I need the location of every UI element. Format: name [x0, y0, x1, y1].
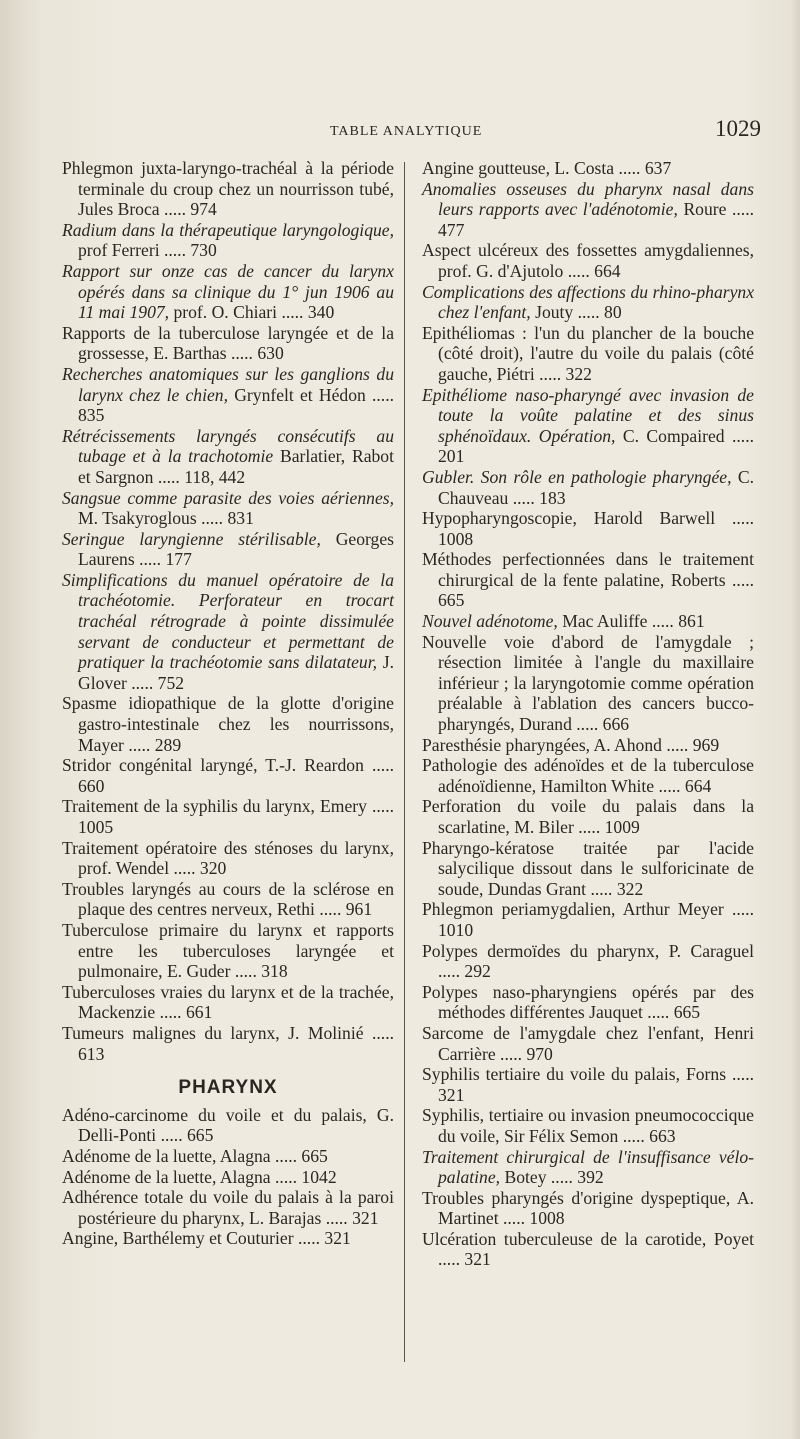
entry-title: Paresthésie pharyngées, [422, 734, 594, 755]
index-entry [422, 158, 754, 179]
entry-page-number: 661 [185, 1002, 213, 1023]
index-entry [422, 282, 754, 323]
entry-page-number: 321 [324, 1228, 351, 1249]
leader-dots: ..... [153, 466, 185, 487]
entry-page-number: 969 [692, 734, 720, 755]
page-number: 1029 [715, 116, 761, 141]
entry-title: Troubles laryngés au cours de la sclérose en plaque des centres nerveux, [62, 878, 394, 920]
index-entry [62, 1023, 394, 1064]
entry-page-number: 320 [199, 858, 227, 879]
index-entry [422, 385, 754, 467]
entry-page-number: 637 [644, 158, 672, 178]
index-entry [62, 570, 394, 694]
entry-page-number: 1008 [438, 528, 474, 549]
index-entry [422, 941, 754, 982]
leader-dots: ..... [726, 199, 754, 220]
index-entry [62, 693, 394, 755]
entry-page-number: 1008 [529, 1208, 565, 1229]
entry-author: Barlatier, Rabot et Sargnon [78, 446, 394, 487]
entry-page-number: 666 [602, 714, 630, 735]
leader-dots: ..... [508, 487, 540, 508]
entry-page-number: 1009 [604, 817, 640, 837]
entry-title: Phlegmon juxta-laryngo-trachéal à la période terminale du croup chez un nourrisson tubé, [62, 158, 394, 199]
index-entry [422, 1147, 754, 1188]
index-entry [422, 179, 754, 241]
index-entry [422, 899, 754, 940]
entry-title: Radium dans la thérapeutique laryngologique, [62, 219, 394, 240]
entry-page-number: 322 [565, 363, 592, 384]
running-title: TABLE ANALYTIQUE [330, 124, 483, 139]
entry-author: prof Ferreri [78, 240, 160, 261]
leader-dots: ..... [196, 508, 228, 529]
index-entry [62, 220, 394, 261]
leader-dots: ..... [661, 734, 693, 755]
entry-title: Tuberculoses vraies du larynx et de la trachée, [62, 981, 394, 1002]
entry-author: Alagna [219, 1145, 271, 1166]
entry-author: Harold Barwell [593, 508, 716, 529]
entry-title: Rétrécissements laryngés consécutifs au tubage et à la trachotomie [62, 425, 394, 467]
entry-page-number: 1042 [301, 1166, 337, 1187]
leader-dots: ..... [642, 1002, 674, 1023]
entry-author: C. Compaired [622, 425, 725, 446]
index-entry [422, 755, 754, 796]
entry-title: Méthodes perfectionnées dans le traitement chirurgical de la fente palatine, [422, 549, 754, 590]
entry-page-number: 835 [78, 405, 105, 426]
leader-dots: ..... [230, 961, 262, 982]
entry-title: Perforation du voile du palais dans la scarlatine, [422, 796, 754, 837]
entry-title: Syphilis tertiaire du voile du palais, [422, 1064, 686, 1085]
entry-author: M. Biler [514, 817, 574, 837]
leader-dots: ..... [614, 158, 645, 178]
leader-dots: ..... [723, 899, 754, 920]
entry-title: Anomalies osseuses du pharynx nasal dans leurs rapports avec l'adénotomie, [422, 178, 754, 220]
entry-title: Adénome de la luette, [62, 1166, 220, 1187]
leader-dots: ..... [270, 1166, 302, 1187]
right-column [422, 158, 754, 1270]
leader-dots: ..... [159, 199, 191, 220]
entry-page-number: 289 [154, 734, 182, 755]
leader-dots: ..... [654, 775, 685, 796]
entry-author: J. Molinié [288, 1022, 364, 1043]
index-entry [62, 323, 394, 364]
index-entry [422, 838, 754, 900]
entry-author: Mayer [78, 734, 124, 755]
leader-dots: ..... [293, 1228, 325, 1249]
index-entry [62, 879, 394, 920]
leader-dots: ..... [438, 1249, 465, 1270]
entry-author: L. Costa [554, 158, 615, 178]
entry-page-number: 318 [261, 961, 288, 982]
entry-title: Pathologie des adénoïdes et de la tuberculose adénoïdienne, [422, 755, 754, 796]
entry-page-number: 477 [438, 219, 465, 240]
entry-title: Syphilis, tertiaire ou invasion pneumococcique du voile, [422, 1105, 754, 1146]
entry-page-number: 118, 442 [184, 466, 246, 487]
entry-page-number: 665 [187, 1125, 214, 1146]
pharynx-entries-right [422, 158, 754, 1270]
entry-title: Sarcome de l'amygdale chez l'enfant, [422, 1022, 714, 1043]
entry-author: Piétri [496, 363, 535, 384]
entry-author: Jules Broca [78, 199, 160, 220]
entry-author: prof. O. Chiari [173, 302, 278, 323]
leader-dots: ..... [546, 1167, 578, 1188]
page-header [0, 112, 800, 152]
entry-author: G. Delli-Ponti [78, 1104, 394, 1146]
index-entry [62, 796, 394, 837]
index-entry [62, 838, 394, 879]
entry-author: prof. Wendel [78, 858, 170, 879]
entry-page-number: 292 [464, 961, 491, 982]
pharynx-entries-left [62, 1105, 394, 1249]
entry-author: C. Chauveau [438, 466, 754, 508]
entry-page-number: 663 [649, 1125, 676, 1146]
entry-page-number: 321 [438, 1084, 465, 1105]
entry-page-number: 177 [165, 549, 192, 570]
entry-title: Simplifications du manuel opératoire de la trachéotomie. Perforateur en trocart trachéal rétrograde à pointe dissimulée servant de conducteur et permettant de pratiquer la trachéotomie sans dilatateur, [62, 569, 394, 673]
entry-page-number: 321 [352, 1207, 379, 1228]
entry-page-number: 613 [78, 1043, 105, 1064]
entry-page-number: 665 [673, 1002, 701, 1023]
entry-title: Rapports de la tuberculose laryngée et de la grossesse, [62, 322, 394, 364]
leader-dots: ..... [277, 302, 308, 323]
leader-dots: ..... [498, 1208, 530, 1229]
leader-dots: ..... [573, 817, 605, 837]
entry-author: Dundas Grant [487, 878, 587, 899]
entry-page-number: 970 [526, 1043, 553, 1064]
entry-author: Forns [685, 1064, 727, 1085]
leader-dots: ..... [534, 363, 566, 384]
entry-title: Angine, [62, 1228, 123, 1249]
leader-dots: ..... [156, 1125, 187, 1146]
entry-page-number: 974 [190, 199, 217, 220]
index-entry [62, 1167, 394, 1188]
entry-title: Adéno-carcinome du voile et du palais, [62, 1104, 377, 1125]
index-entry [62, 755, 394, 796]
entry-page-number: 831 [227, 508, 254, 529]
index-entry [62, 1105, 394, 1146]
entry-title: Tumeurs malignes du larynx, [62, 1022, 289, 1043]
entry-title: Seringue laryngienne stérilisable, [62, 528, 336, 549]
leader-dots: ..... [438, 961, 465, 982]
index-entry [62, 920, 394, 982]
entry-title: Polypes naso-pharyngiens opérés par des méthodes différentes [422, 981, 754, 1023]
leader-dots: ..... [725, 569, 755, 590]
leader-dots: ..... [618, 1125, 650, 1146]
entry-author: Barthélemy et Couturier [122, 1228, 294, 1249]
index-entry [62, 1228, 394, 1249]
entry-author: A. Ahond [593, 734, 662, 755]
entry-page-number: 1005 [78, 817, 114, 837]
leader-dots: ..... [155, 1002, 186, 1023]
index-entry [422, 982, 754, 1023]
leader-dots: ..... [563, 260, 595, 281]
entry-page-number: 660 [78, 775, 105, 796]
entry-page-number: 664 [684, 775, 712, 796]
entry-title: Traitement opératoire des sténoses du larynx, [62, 837, 394, 858]
leader-dots: ..... [321, 1207, 353, 1228]
left-entries [62, 158, 394, 1064]
index-entry [62, 426, 394, 488]
leader-dots: ..... [586, 878, 617, 899]
entry-title: Gubler. Son rôle en pathologie pharyngée, [422, 466, 738, 487]
index-entry [62, 529, 394, 570]
index-entry [422, 735, 754, 756]
entry-title: Nouvelle voie d'abord de l'amygdale ; résection limitée à l'angle du maxillaire inférieur ; la laryngotomie comme opération préalable à l'ablation des cancers bucco-pharyngés, [422, 631, 754, 735]
index-entry [422, 1064, 754, 1105]
leader-dots: ..... [270, 1145, 302, 1166]
entry-author: M. Tsakyroglous [78, 508, 197, 529]
leader-dots: ..... [126, 672, 158, 693]
leader-dots: ..... [226, 343, 258, 364]
entry-title: Hypopharyngoscopie, [422, 508, 594, 529]
section-title: PHARYNX [178, 1077, 278, 1099]
entry-page-number: 665 [301, 1145, 328, 1166]
entry-title: Complications des affections du rhino-pharynx chez l'enfant, [422, 281, 754, 323]
entry-title: Pharyngo-kératose traitée par l'acide salycilique dissout dans le sulforicinate de soude, [422, 837, 754, 899]
leader-dots: ..... [571, 714, 603, 735]
entry-author: Poyet [713, 1228, 754, 1249]
index-entry [422, 796, 754, 837]
index-entry [422, 508, 754, 549]
index-entry [422, 611, 754, 632]
entry-title: Epithéliome naso-pharyngé avec invasion de toute la voûte palatine et des sinus sphénoïdaux. Opération, [422, 384, 754, 446]
index-entry [422, 323, 754, 385]
index-entry [62, 261, 394, 323]
entry-title: Tuberculose primaire du larynx et rapports entre les tuberculoses laryngée et pulmonaire, [62, 919, 394, 982]
entry-author: A. Martinet [438, 1187, 754, 1229]
entry-page-number: 730 [190, 240, 217, 261]
index-entry [422, 632, 754, 735]
entry-author: Emery [320, 796, 367, 817]
index-entry [62, 364, 394, 426]
entry-author: Jouty [535, 302, 574, 323]
entry-author: Sir Félix Semon [503, 1125, 619, 1146]
leader-dots: ..... [363, 1022, 394, 1043]
entry-author: prof. G. d'Ajutolo [438, 260, 564, 281]
entry-page-number: 201 [438, 446, 465, 467]
index-entry [422, 549, 754, 611]
leader-dots: ..... [134, 549, 166, 570]
entry-author: Jauquet [589, 1002, 643, 1023]
leader-dots: ..... [363, 755, 394, 776]
entry-page-number: 321 [464, 1249, 491, 1270]
index-entry [62, 158, 394, 220]
index-entry [422, 1105, 754, 1146]
entry-author: Georges Laurens [78, 528, 394, 570]
index-entry [422, 1229, 754, 1270]
entry-page-number: 392 [577, 1167, 604, 1188]
entry-author: Roberts [670, 569, 726, 590]
index-entry [62, 1187, 394, 1228]
leader-dots: ..... [715, 508, 754, 529]
entry-page-number: 961 [345, 899, 373, 920]
leader-dots: ..... [647, 611, 679, 632]
index-entry [422, 467, 754, 508]
entry-page-number: 183 [539, 487, 566, 508]
entry-page-number: 752 [157, 672, 185, 693]
column-rule [404, 162, 405, 1362]
entry-title: Troubles pharyngés d'origine dyspeptique, [422, 1187, 737, 1208]
entry-page-number: 630 [257, 343, 284, 364]
entry-author: Durand [519, 714, 572, 735]
entry-title: Aspect ulcéreux des fossettes amygdaliennes, [422, 240, 754, 261]
entry-title: Epithéliomas : l'un du plancher de la bouche (côté droit), l'autre du voile du palais (côté gauche, [422, 322, 754, 384]
entry-title: Phlegmon periamygdalien, [422, 899, 623, 920]
leader-dots: ..... [314, 899, 346, 920]
index-entry [62, 488, 394, 529]
entry-author: Roure [683, 199, 727, 220]
entry-author: J. Glover [78, 652, 394, 693]
entry-title: Sangsue comme parasite des voies aériennes, [62, 487, 394, 508]
entry-author: Hamilton White [540, 775, 655, 796]
entry-title: Angine goutteuse, [422, 158, 555, 178]
entry-title: Rapport sur onze cas de cancer du larynx opérés dans sa clinique du 1° jun 1906 au 11 mai 1907, [62, 260, 394, 323]
leader-dots: ..... [366, 796, 394, 817]
leader-dots: ..... [123, 734, 155, 755]
entry-title: Ulcération tuberculeuse de la carotide, [422, 1228, 714, 1249]
entry-title: Stridor congénital laryngé, [62, 755, 266, 776]
entry-page-number: 80 [604, 302, 622, 323]
entry-title: Recherches anatomiques sur les ganglions du larynx chez le chien, [62, 363, 394, 405]
leader-dots: ..... [726, 1064, 754, 1085]
index-entry [422, 240, 754, 281]
leader-dots: ..... [495, 1043, 527, 1064]
entry-author: T.-J. Reardon [265, 755, 364, 776]
entry-page-number: 664 [594, 260, 621, 281]
entry-page-number: 861 [678, 611, 705, 632]
index-entry [62, 982, 394, 1023]
entry-author: Mac Auliffe [562, 611, 648, 632]
entry-author: Grynfelt et Hédon [234, 384, 366, 405]
leader-dots: ..... [365, 384, 395, 405]
entry-author: E. Guder [166, 961, 231, 982]
entry-author: P. Caraguel [668, 940, 754, 961]
entry-title: Adhérence totale du voile du palais à la paroi postérieure du pharynx, [62, 1187, 394, 1228]
entry-author: E. Barthas [153, 343, 227, 364]
entry-title: Adénome de la luette, [62, 1145, 220, 1166]
entry-author: Mackenzie [78, 1002, 156, 1023]
entry-title: Traitement de la syphilis du larynx, [62, 796, 321, 817]
entry-page-number: 340 [307, 302, 335, 323]
entry-page-number: 322 [616, 878, 644, 899]
entry-page-number: 1010 [438, 919, 474, 940]
leader-dots: ..... [159, 240, 191, 261]
index-entry [422, 1188, 754, 1229]
entry-title: Nouvel adénotome, [422, 611, 563, 632]
entry-title: Spasme idiopathique de la glotte d'origine gastro-intestinale chez les nourrissons, [62, 693, 394, 735]
entry-author: Arthur Meyer [622, 899, 724, 920]
entry-author: L. Barajas [249, 1207, 322, 1228]
left-column [62, 158, 394, 1249]
entry-title: Traitement chirurgical de l'insuffisance vélo-palatine, [422, 1146, 754, 1188]
entry-title: Polypes dermoïdes du pharynx, [422, 940, 669, 961]
entry-author: Alagna [219, 1166, 271, 1187]
leader-dots: ..... [169, 858, 200, 879]
index-entry [62, 1146, 394, 1167]
index-entry [422, 1023, 754, 1064]
leader-dots: ..... [573, 302, 605, 323]
entry-page-number: 665 [438, 590, 465, 611]
entry-author: Botey [504, 1167, 547, 1188]
leader-dots: ..... [724, 425, 754, 446]
entry-author: Rethi [276, 899, 315, 920]
entry-author: Henri Carrière [438, 1022, 754, 1064]
